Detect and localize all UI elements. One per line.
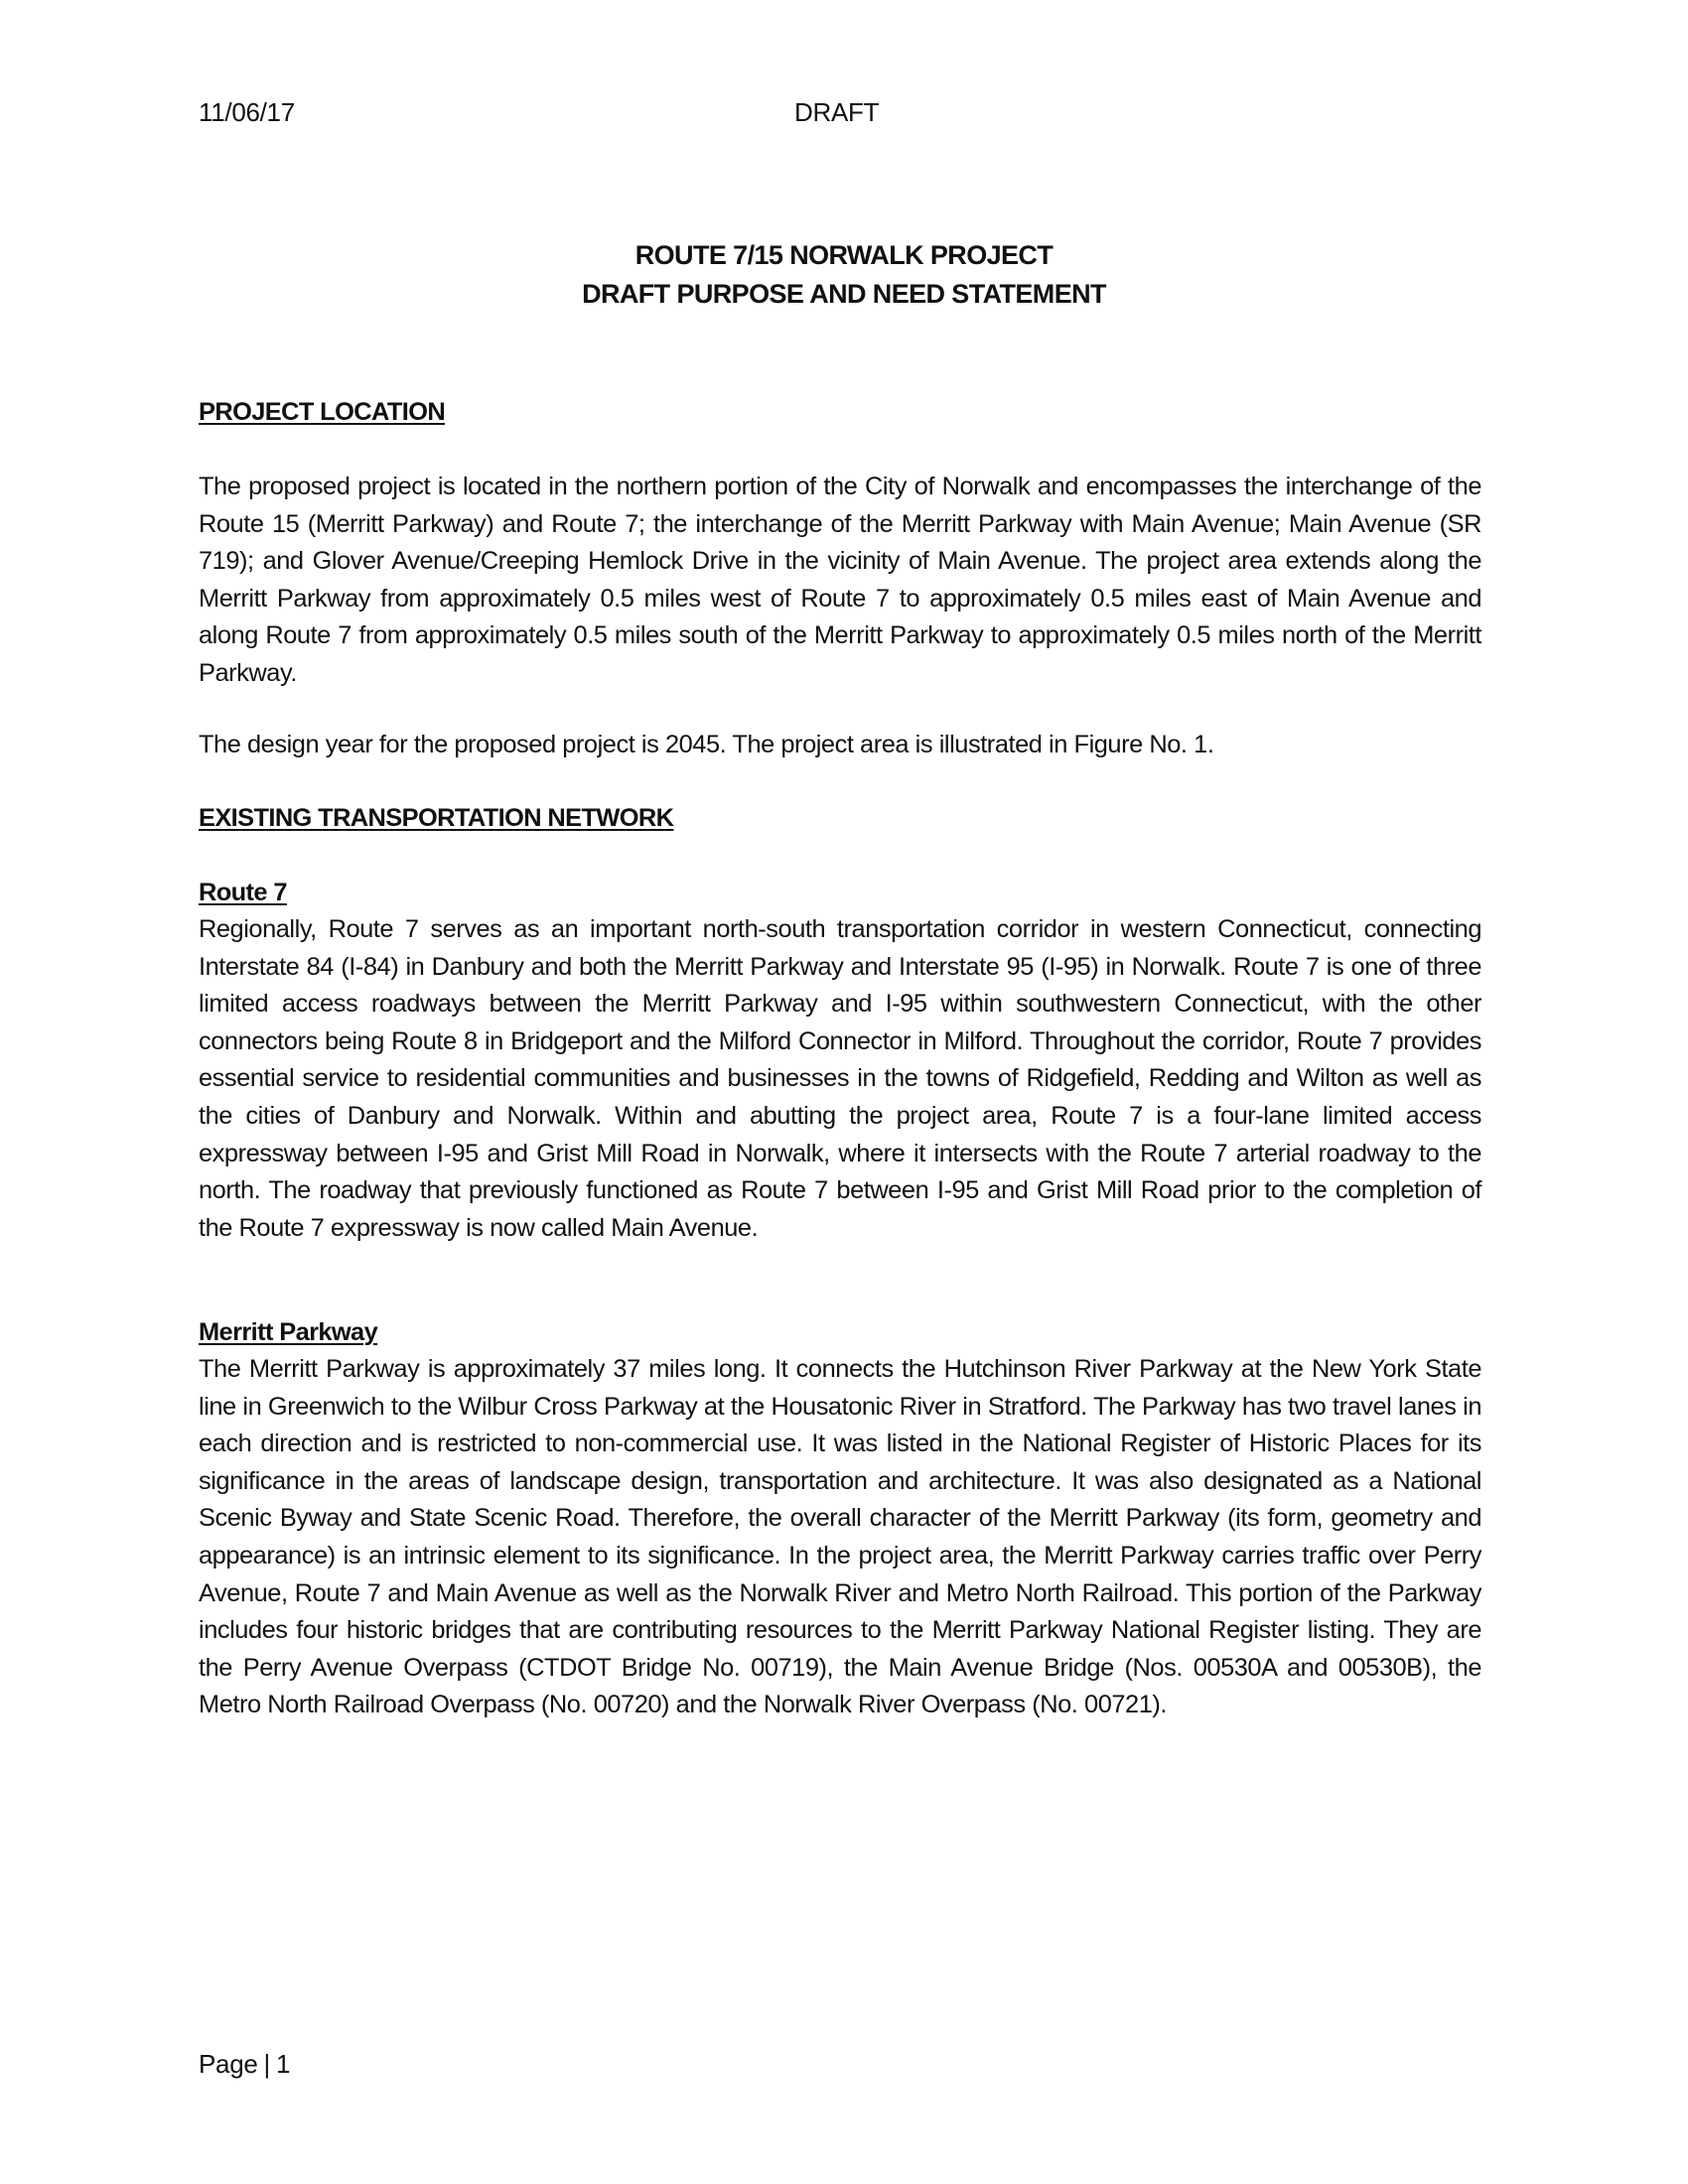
- section-heading-project-location: [199, 394, 1481, 432]
- footer-page-number: 1: [276, 2049, 291, 2079]
- footer-separator: |: [263, 2049, 270, 2079]
- paragraph-route-7: Regionally, Route 7 serves as an important north-south transportation corridor in western Connecticut, connecting Interstate 84 (I-84) in Danbury and both the Merritt Parkway and Interstate 95 (I-95) in Norwalk. Route 7 is one of three limited access roadways between the Merritt Parkway and I-95 within southwestern Connecticut, with the other connectors being Route 8 in Bridgeport and the Milford Connector in Milford. Throughout the corridor, Route 7 provides essential service to residential communities and businesses in the towns of Ridgefield, Redding and Wilton as well as the cities of Danbury and Norwalk. Within and abutting the project area, Route 7 is a four-lane limited access expressway between I-95 and Grist Mill Road in Norwalk, where it intersects with the Route 7 arterial roadway to the north. The roadway that previously functioned as Route 7 between I-95 and Grist Mill Road prior to the completion of the Route 7 expressway is now called Main Avenue.: [199, 915, 1481, 1242]
- subsection-heading-route-7: [199, 875, 1481, 912]
- footer-page-label: Page: [199, 2049, 258, 2079]
- document-subtitle: DRAFT PURPOSE AND NEED STATEMENT: [582, 279, 1106, 309]
- subsection-heading-text: Merritt Parkway: [199, 1318, 378, 1346]
- header-draft-label: DRAFT: [794, 97, 880, 127]
- document-title: ROUTE 7/15 NORWALK PROJECT: [634, 240, 1054, 270]
- section-heading-text: EXISTING TRANSPORTATION NETWORK: [199, 804, 674, 832]
- subsection-heading-merritt-parkway: [199, 1314, 1481, 1352]
- paragraph-merritt-parkway: The Merritt Parkway is approximately 37 miles long. It connects the Hutchinson River Parkway at the New York State line in Greenwich to the Wilbur Cross Parkway at the Housatonic River in Stratford. The Parkway has two travel lanes in each direction and is restricted to non-commercial use. It was listed in the National Register of Historic Places for its significance in the areas of landscape design, transportation and architecture. It was also designated as a National Scenic Byway and State Scenic Road. Therefore, the overall character of the Merritt Parkway (its form, geometry and appearance) is an intrinsic element to its significance. In the project area, the Merritt Parkway carries traffic over Perry Avenue, Route 7 and Main Avenue as well as the Norwalk River and Metro North Railroad. This portion of the Parkway includes four historic bridges that are contributing resources to the Merritt Parkway National Register listing. They are the Perry Avenue Overpass (CTDOT Bridge No. 00719), the Main Avenue Bridge (Nos. 00530A and 00530B), the Metro North Railroad Overpass (No. 00720) and the Norwalk River Overpass (No. 00721).: [199, 1355, 1481, 1719]
- page-footer: [199, 2049, 290, 2080]
- paragraph-project-location: The proposed project is located in the northern portion of the City of Norwalk and encompasses the interchange of the Route 15 (Merritt Parkway) and Route 7; the interchange of the Merritt Parkway with Main Avenue; Main Avenue (SR 719); and Glover Avenue/Creeping Hemlock Drive in the vicinity of Main Avenue. The project area extends along the Merritt Parkway from approximately 0.5 miles west of Route 7 to approximately 0.5 miles east of Main Avenue and along Route 7 from approximately 0.5 miles south of the Merritt Parkway to approximately 0.5 miles north of the Merritt Parkway.: [199, 473, 1481, 687]
- section-heading-text: PROJECT LOCATION: [199, 398, 446, 426]
- subsection-heading-text: Route 7: [199, 879, 287, 906]
- paragraph-design-year: The design year for the proposed project is 2045. The project area is illustrated in Figure No. 1.: [199, 731, 1214, 758]
- section-heading-existing-network: [199, 800, 1481, 838]
- header-date: 11/06/17: [199, 97, 295, 127]
